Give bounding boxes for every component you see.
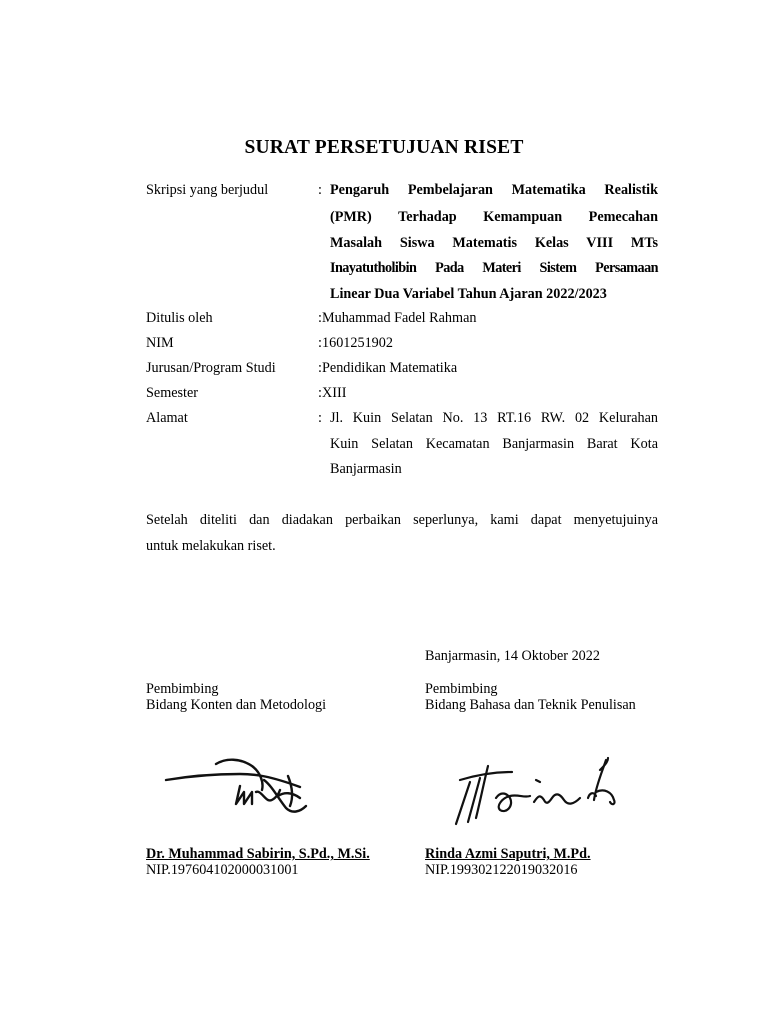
statement-line: Setelah diteliti dan diadakan perbaikan seperlunya, kami dapat menyetujuinya xyxy=(146,512,658,528)
signatory-nip: NIP.199302122019032016 xyxy=(425,862,578,878)
skripsi-title-line: Inayatutholibin Pada Materi Sistem Persamaan xyxy=(330,260,658,276)
alamat-line: Kuin Selatan Kecamatan Banjarmasin Barat Kota xyxy=(330,436,658,452)
alamat-line: Jl. Kuin Selatan No. 13 RT.16 RW. 02 Kelurahan xyxy=(330,410,658,426)
alamat-line: Banjarmasin xyxy=(330,461,402,477)
colon: : xyxy=(318,335,322,351)
colon: : xyxy=(318,410,322,426)
ditulis-label: Ditulis oleh xyxy=(146,310,213,326)
skripsi-title-line: (PMR) Terhadap Kemampuan Pemecahan xyxy=(330,209,658,225)
signatory-field: Bidang Bahasa dan Teknik Penulisan xyxy=(425,697,636,713)
skripsi-title-line: Pengaruh Pembelajaran Matematika Realistik xyxy=(330,182,658,198)
place-date: Banjarmasin, 14 Oktober 2022 xyxy=(425,648,600,664)
signatory-role: Pembimbing xyxy=(425,681,498,697)
signatory-role: Pembimbing xyxy=(146,681,219,697)
signatory-nip: NIP.197604102000031001 xyxy=(146,862,299,878)
signatory-name: Rinda Azmi Saputri, M.Pd. xyxy=(425,846,591,862)
signature-2 xyxy=(440,752,640,832)
skripsi-title-line: Linear Dua Variabel Tahun Ajaran 2022/2023 xyxy=(330,286,607,302)
skripsi-title-line: Masalah Siswa Matematis Kelas VIII MTs xyxy=(330,235,658,251)
ditulis-value: Muhammad Fadel Rahman xyxy=(322,310,477,326)
colon: : xyxy=(318,182,322,198)
semester-label: Semester xyxy=(146,385,199,401)
nim-value: 1601251902 xyxy=(322,335,393,351)
jurusan-value: Pendidikan Matematika xyxy=(322,360,458,376)
skripsi-label: Skripsi yang berjudul xyxy=(146,182,269,198)
signatory-field: Bidang Konten dan Metodologi xyxy=(146,697,327,713)
document-title: SURAT PERSETUJUAN RISET xyxy=(244,137,524,158)
signature-1 xyxy=(160,752,320,822)
colon: : xyxy=(318,360,322,376)
jurusan-label: Jurusan/Program Studi xyxy=(146,360,276,376)
colon: : xyxy=(318,385,322,401)
statement-line: untuk melakukan riset. xyxy=(146,538,276,554)
alamat-label: Alamat xyxy=(146,410,188,426)
colon: : xyxy=(318,310,322,326)
signatory-name: Dr. Muhammad Sabirin, S.Pd., M.Si. xyxy=(146,846,370,862)
nim-label: NIM xyxy=(146,335,174,351)
semester-value: XIII xyxy=(322,385,347,401)
